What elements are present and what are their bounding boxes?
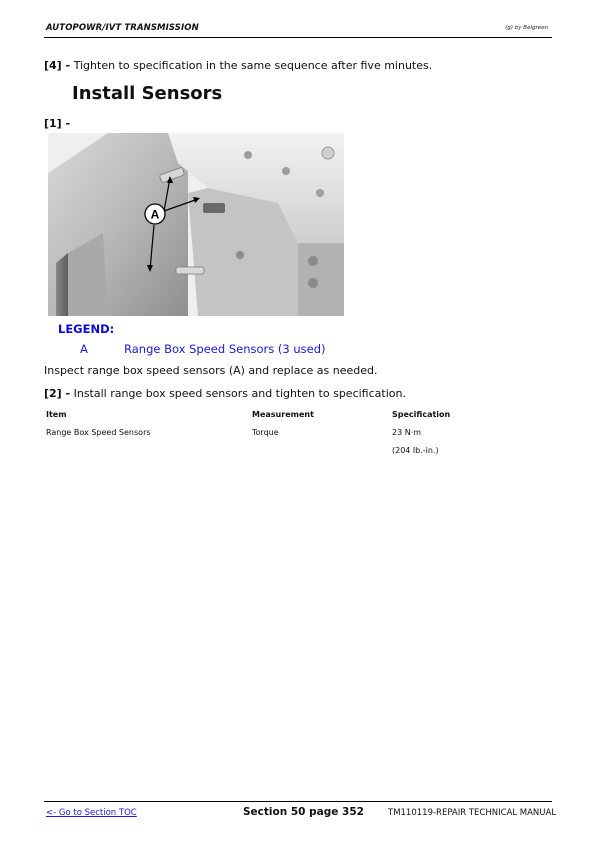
step-4-text: Tighten to specification in the same sequence after five minutes. [73,59,433,72]
step-1-number: [1] - [44,117,71,130]
manual-id: TM110119-REPAIR TECHNICAL MANUAL [388,808,557,818]
section-page-number: Section 50 page 352 [243,806,364,818]
step-2-text: Install range box speed sensors and tighten to specification. [73,387,406,400]
step-4-number: [4] - [44,59,71,72]
legend-title: LEGEND: [58,322,115,336]
step-2-number: [2] - [44,387,71,400]
table-header-measurement: Measurement [252,410,314,419]
footer-divider [44,801,552,802]
table-cell-item: Range Box Speed Sensors [46,428,151,437]
table-cell-spec-imperial: (204 lb.-in.) [392,446,439,455]
step-1 [44,117,70,130]
legend-key-a: A [80,342,88,356]
table-header-item: Item [46,410,67,419]
section-toc-link[interactable]: <- Go to Section TOC [46,808,137,818]
document-header-watermark: (g) by Belgreen [505,25,548,31]
section-title: Install Sensors [72,83,223,104]
sensor-location-figure [48,133,344,316]
table-cell-measurement: Torque [252,428,279,437]
inspect-instruction: Inspect range box speed sensors (A) and replace as needed. [44,364,378,377]
table-cell-spec-metric: 23 N·m [392,428,422,437]
callout-a-label: A [150,207,160,222]
legend-value-a: Range Box Speed Sensors (3 used) [124,342,326,356]
step-2 [44,387,406,400]
table-header-specification: Specification [392,410,451,419]
step-4 [44,59,432,72]
header-divider [44,37,552,38]
document-header-title: AUTOPOWR/IVT TRANSMISSION [46,23,199,33]
